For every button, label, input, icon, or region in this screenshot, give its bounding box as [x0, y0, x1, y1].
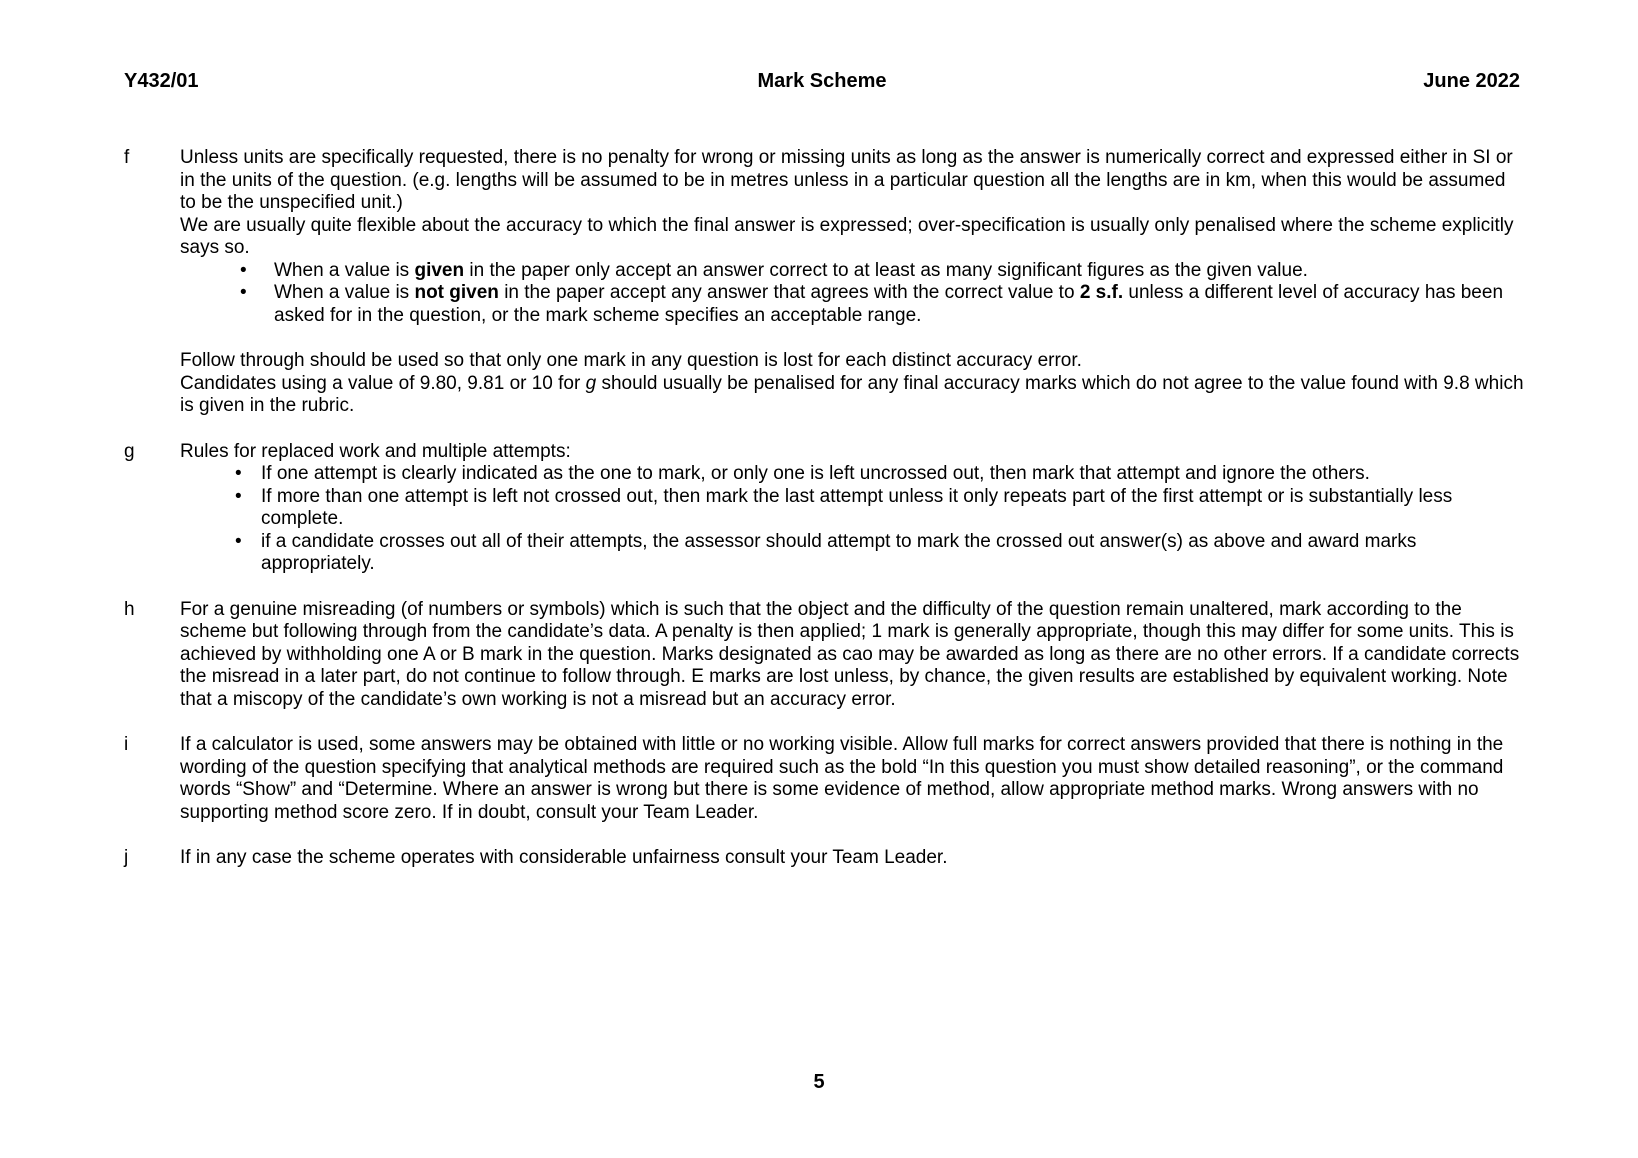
accuracy-rules-list: [180, 260, 1524, 328]
exam-date: June 2022: [1423, 70, 1520, 92]
emphasis-not-given: not given: [414, 282, 499, 303]
section-j: [124, 847, 1524, 870]
misread-paragraph: For a genuine misreading (of numbers or symbols) which is such that the object and the difficulty of the question remain unaltered, mark according to the scheme but following through from the candidate’s data. A penalty is then applied; 1 mark is generally appropriate, though this may differ for some units. This is achieved by withholding one A or B mark in the question. Marks designated as cao may be awarded as long as there are no other errors. If a candidate corrects the misread in a later part, do not continue to follow through. E marks are lost unless, by chance, the given results are established by equivalent working. Note that a miscopy of the candidate’s own working is not a misread but an accuracy error.: [180, 598, 1520, 710]
bullet-icon: •: [235, 485, 242, 507]
section-letter: i: [124, 734, 129, 755]
section-f: [124, 147, 1524, 418]
emphasis-given: given: [414, 259, 465, 281]
gravity-value-paragraph: Candidates using a value of 9.80, 9.81 or 10 for g should usually be penalised for any final accuracy marks which do not agree to the value found with 9.8 which is given in the rubric.: [180, 372, 1524, 416]
section-i: [124, 734, 1524, 824]
section-letter: g: [124, 440, 135, 462]
gravity-symbol: g: [585, 372, 597, 394]
attempts-intro: Rules for replaced work and multiple attempts:: [180, 440, 571, 462]
list-item: • When a value is not given in the paper accept any answer that agrees with the correct value to 2 s.f. unless a different level of accuracy has been asked for in the question, or the mark scheme specifies an acceptable range.: [240, 282, 1504, 326]
page-header: [124, 70, 1520, 96]
list-item: • If more than one attempt is left not crossed out, then mark the last attempt unless it only repeats part of the first attempt or is substantially less complete.: [235, 485, 1453, 529]
accuracy-paragraph: We are usually quite flexible about the accuracy to which the final answer is expressed; over-specification is usually only penalised where the scheme explicitly says so.: [180, 214, 1514, 258]
list-item: • If one attempt is clearly indicated as the one to mark, or only one is left uncrossed out, then mark that attempt and ignore the others.: [235, 463, 1370, 484]
section-letter: h: [124, 598, 135, 620]
list-item: • When a value is given in the paper only accept an answer correct to at least as many significant figures as the given value.: [240, 259, 1308, 281]
list-item: • if a candidate crosses out all of their attempts, the assessor should attempt to mark the crossed out answer(s) as above and award marks appropriately.: [235, 530, 1417, 574]
section-letter: f: [124, 147, 130, 168]
document-title: Mark Scheme: [757, 70, 887, 92]
mark-scheme-content: [124, 147, 1524, 870]
emphasis-sig-figs: 2 s.f.: [1079, 282, 1124, 303]
calculator-paragraph: If a calculator is used, some answers may be obtained with little or no working visible. Allow full marks for correct answers provided that there is nothing in the wording of the question specifying that analytical methods are required such as the bold “In this question you must show detailed reasoning”, or the command words “Show” and “Determine. Where an answer is wrong but there is some evidence of method, allow appropriate method marks. Wrong answers with no supporting method score zero. If in doubt, consult your Team Leader.: [180, 734, 1504, 823]
page-number: 5: [813, 1071, 825, 1093]
unfairness-paragraph: If in any case the scheme operates with considerable unfairness consult your Team Leader.: [180, 847, 948, 868]
attempts-rules-list: [180, 463, 1524, 576]
follow-through-paragraph: Follow through should be used so that only one mark in any question is lost for each distinct accuracy error.: [180, 350, 1082, 371]
units-paragraph: Unless units are specifically requested, there is no penalty for wrong or missing units as long as the answer is numerically correct and expressed either in SI or in the units of the question. (e.g. lengths will be assumed to be in metres unless in a particular question all the lengths are in km, when this would be assumed to be the unspecified unit.): [180, 147, 1513, 213]
section-letter: j: [124, 847, 129, 868]
paper-code: Y432/01: [124, 70, 199, 92]
section-h: [124, 599, 1524, 712]
bullet-icon: •: [235, 463, 242, 484]
bullet-icon: •: [240, 282, 247, 303]
section-g: [124, 441, 1524, 576]
bullet-icon: •: [240, 259, 247, 281]
bullet-icon: •: [235, 530, 242, 552]
